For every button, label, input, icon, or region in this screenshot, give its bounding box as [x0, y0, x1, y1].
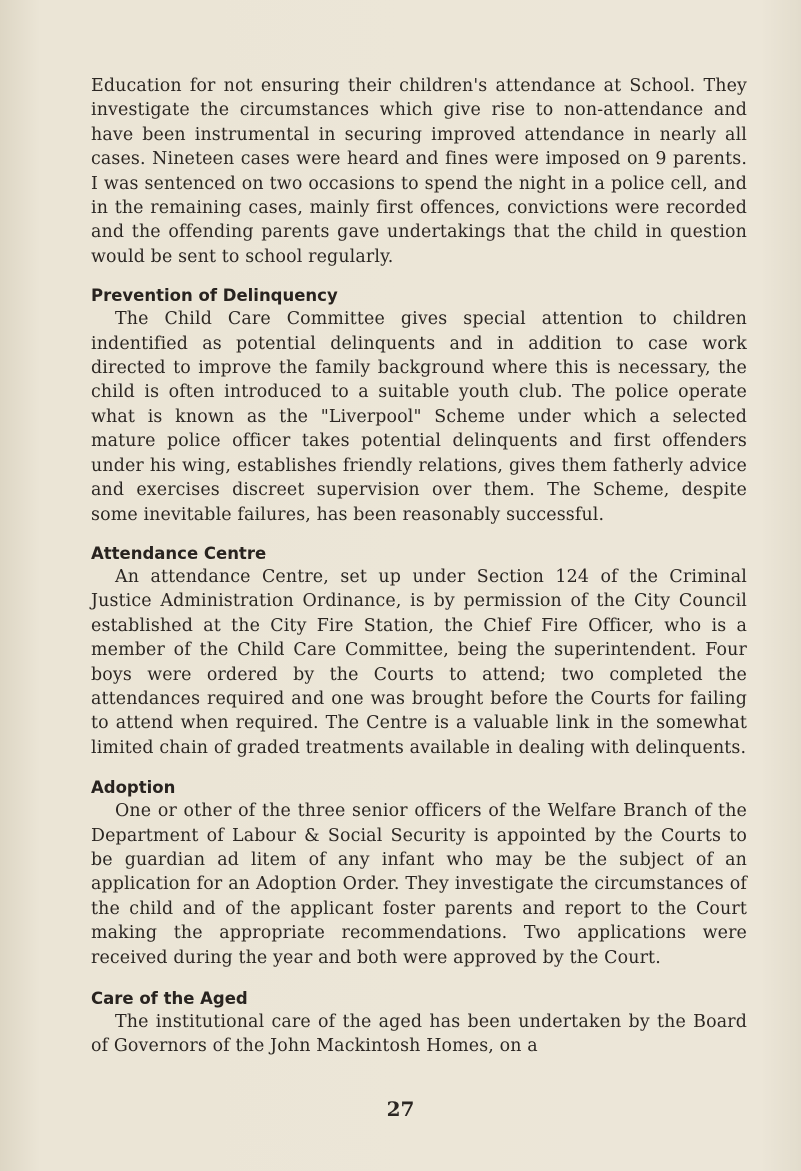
heading-attendance-centre: Attendance Centre	[91, 543, 267, 563]
intro-paragraph: Education for not ensuring their children's attendance at School. They investigate the circumstances which give rise to non-attendance and have been instrumental in securing improved attendance in nearly all cases. Nineteen cases were heard and fines were imposed on 9 parents. I was sentenced on two occasions to spend the night in a police cell, and in the remaining cases, mainly first offences, convictions were recorded and the offending parents gave undertakings that the child in question would be sent to school regularly.	[91, 76, 747, 267]
paragraph-prevention-of-delinquency: The Child Care Committee gives special attention to children indentified as potential delinquents and in addition to case work directed to improve the family background where this is necessary, the child is often introduced to a suitable youth club. The police operate what is known as the "Liverpool" Scheme under which a selected mature police officer takes potential delinquents and first offenders under his wing, establishes friendly relations, gives them fatherly advice and exercises discreet supervision over them. The Scheme, despite some inevitable failures, has been reasonably successful.	[91, 309, 747, 525]
page-body	[91, 74, 747, 1059]
page-number: 27	[386, 1097, 415, 1121]
heading-prevention-of-delinquency: Prevention of Delinquency	[91, 286, 338, 306]
paragraph-care-of-the-aged: The institutional care of the aged has been undertaken by the Board of Governors of the John Mackintosh Homes, on a	[91, 1012, 747, 1057]
paragraph-attendance-centre: An attendance Centre, set up under Section 124 of the Criminal Justice Administration Ordinance, is by permission of the City Council established at the City Fire Station, the Chief Fire Officer, who is a member of the Child Care Committee, being the superintendent. Four boys were ordered by the Courts to attend; two completed the attendances required and one was brought before the Courts for failing to attend when required. The Centre is a valuable link in the somewhat limited chain of graded treatments available in dealing with delinquents.	[91, 566, 747, 758]
heading-care-of-the-aged: Care of the Aged	[91, 989, 248, 1008]
heading-adoption: Adoption	[91, 778, 176, 798]
paragraph-adoption: One or other of the three senior officers of the Welfare Branch of the Department of Labour & Social Security is appointed by the Courts to be guardian ad litem of any infant who may be the subject of an application for an Adoption Order. They investigate the circumstances of the child and of the applicant foster parents and report to the Court making the appropriate recommendations. Two applications were received during the year and both were approved by the Court.	[91, 801, 747, 968]
